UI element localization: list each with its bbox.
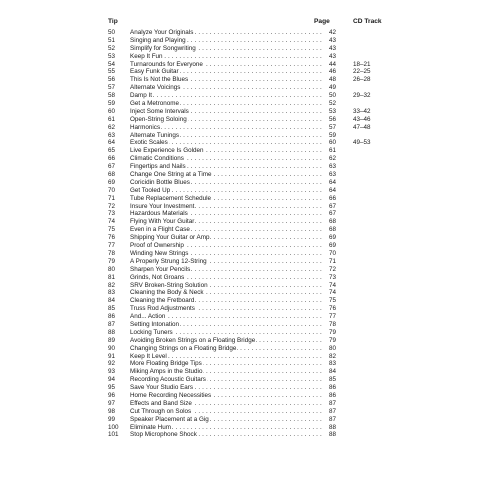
tip-number: 62: [108, 123, 116, 131]
tip-number: 51: [108, 36, 116, 44]
page-number: 59: [328, 131, 336, 139]
tip-number: 61: [108, 115, 116, 123]
tip-title-text: Flying With Your Guitar: [130, 218, 195, 226]
toc-row: [0, 329, 500, 337]
tip-title-text: Coricidin Bottle Blues: [130, 178, 190, 186]
tip-title: [130, 282, 324, 290]
page-number: 87: [328, 415, 336, 423]
tip-title-text: Insure Your Investment: [130, 202, 195, 210]
tip-title-text: Change One String at a Time: [130, 171, 212, 179]
tip-title-text: And... Action: [130, 313, 166, 321]
cd-track: 47–48: [353, 123, 371, 131]
toc-row: [0, 376, 500, 384]
toc-row: [0, 431, 500, 439]
page-number: 86: [328, 384, 336, 392]
tip-number: 99: [108, 415, 116, 423]
toc-row: [0, 345, 500, 353]
page-number: 64: [328, 186, 336, 194]
toc-row: [0, 37, 500, 45]
page-number: 69: [328, 242, 336, 250]
page-number: 87: [328, 399, 336, 407]
tip-title-text: Singing and Playing: [130, 36, 186, 44]
tip-number: 84: [108, 297, 116, 305]
tip-title: [130, 368, 324, 376]
cd-track: 29–32: [353, 92, 371, 100]
tip-number: 90: [108, 344, 116, 352]
toc-row: [0, 108, 500, 116]
toc-row: [0, 274, 500, 282]
toc-row: [0, 250, 500, 258]
toc-row: [0, 171, 500, 179]
toc-row: [0, 384, 500, 392]
tip-title-text: Easy Funk Guitar: [130, 68, 179, 76]
toc-row: [0, 234, 500, 242]
tip-number: 74: [108, 218, 116, 226]
toc-row: [0, 210, 500, 218]
tip-title-text: More Floating Bridge Tips: [130, 360, 202, 368]
cd-track: 18–21: [353, 60, 371, 68]
page-number: 85: [328, 376, 336, 384]
tip-title-text: Eliminate Hum: [130, 423, 171, 431]
toc-row: [0, 68, 500, 76]
page-number: 73: [328, 273, 336, 281]
tip-title-text: Climatic Conditions: [130, 155, 184, 163]
tip-title: [130, 250, 324, 258]
page-number: 83: [328, 360, 336, 368]
tip-title-text: Fingertips and Nails: [130, 163, 186, 171]
page-number: 52: [328, 100, 336, 108]
tip-number: 95: [108, 384, 116, 392]
page-number: 61: [328, 147, 336, 155]
page-number: 66: [328, 194, 336, 202]
page-number: 67: [328, 202, 336, 210]
page-number: 62: [328, 155, 336, 163]
tip-number: 68: [108, 171, 116, 179]
toc-row: [0, 195, 500, 203]
tip-title-text: Truss Rod Adjustments: [130, 305, 195, 313]
tip-number: 66: [108, 155, 116, 163]
tip-number: 82: [108, 281, 116, 289]
tip-title: [130, 187, 324, 195]
page-number: 71: [328, 257, 336, 265]
tip-number: 96: [108, 391, 116, 399]
toc-row: [0, 139, 500, 147]
tip-title-text: Sharpen Your Pencils: [130, 265, 191, 273]
tip-title-text: Harmonics: [130, 123, 161, 131]
page-number: 57: [328, 123, 336, 131]
tip-title-text: Turnarounds for Everyone: [130, 60, 203, 68]
tip-title-text: Damp It: [130, 92, 153, 100]
tip-title-text: Analyze Your Originals: [130, 29, 194, 36]
tip-number: 92: [108, 360, 116, 368]
tip-title-text: Proof of Ownership: [130, 242, 184, 250]
page-number: 82: [328, 352, 336, 360]
tip-title: [130, 305, 324, 313]
tip-title-text: Save Your Studio Ears: [130, 384, 194, 392]
tip-title: [130, 431, 324, 439]
toc-row: [0, 187, 500, 195]
tip-title-text: Simplify for Songwriting: [130, 44, 196, 52]
page-number: 53: [328, 107, 336, 115]
tip-number: 70: [108, 186, 116, 194]
tip-title-text: Winding New Strings: [130, 249, 189, 257]
tip-number: 100: [108, 423, 119, 431]
page-number: 60: [328, 139, 336, 147]
toc-row: [0, 424, 500, 432]
page-number: 86: [328, 391, 336, 399]
tip-number: 77: [108, 242, 116, 250]
toc-row: [0, 408, 500, 416]
toc-row: [0, 147, 500, 155]
tip-title: [130, 360, 324, 368]
toc-row: [0, 155, 500, 163]
toc-row: [0, 76, 500, 84]
tip-title: [130, 139, 324, 147]
tip-number: 72: [108, 202, 116, 210]
tip-title: [130, 424, 324, 432]
page-number: 68: [328, 218, 336, 226]
tip-title: [130, 408, 324, 416]
tip-title: [130, 68, 324, 76]
page-number: 56: [328, 115, 336, 123]
tip-title-text: Cleaning the Fretboard: [130, 297, 195, 305]
toc-row: [0, 29, 500, 37]
tip-title-text: Even in a Flight Case: [130, 226, 190, 234]
tip-title-text: Alternate Tunings: [130, 131, 180, 139]
page-number: 63: [328, 171, 336, 179]
tip-title-text: SRV Broken-String Solution: [130, 281, 208, 289]
tip-number: 55: [108, 68, 116, 76]
toc-row: [0, 400, 500, 408]
toc-row: [0, 297, 500, 305]
tip-title: [130, 100, 324, 108]
tip-title: [130, 297, 324, 305]
page-number: 75: [328, 297, 336, 305]
page-number: 79: [328, 336, 336, 344]
tip-column-header: Tip: [108, 18, 118, 25]
tip-title: [130, 155, 324, 163]
tip-title: [130, 132, 324, 140]
toc-list: [0, 29, 500, 439]
tip-title-text: Tube Replacement Schedule: [130, 194, 211, 202]
tip-title: [130, 45, 324, 53]
page-number: 74: [328, 281, 336, 289]
tip-title: [130, 242, 324, 250]
tip-title-text: Inject Some Intervals: [130, 107, 189, 115]
tip-number: 73: [108, 210, 116, 218]
tip-number: 69: [108, 178, 116, 186]
tip-title: [130, 353, 324, 361]
tip-number: 53: [108, 52, 116, 60]
tip-title: [130, 400, 324, 408]
page-number: 78: [328, 320, 336, 328]
tip-title: [130, 313, 324, 321]
tip-title-text: Recording Acoustic Guitars: [130, 376, 206, 384]
tip-title: [130, 234, 324, 242]
tip-title: [130, 274, 324, 282]
cd-track: 26–28: [353, 76, 371, 84]
toc-row: [0, 368, 500, 376]
tip-title-text: Locking Tuners: [130, 328, 173, 336]
page-number: 76: [328, 305, 336, 313]
tip-title: [130, 384, 324, 392]
page-number: 88: [328, 423, 336, 431]
toc-row: [0, 226, 500, 234]
toc-row: [0, 124, 500, 132]
toc-row: [0, 392, 500, 400]
toc-row: [0, 313, 500, 321]
tip-number: 64: [108, 139, 116, 147]
page-number: 49: [328, 84, 336, 92]
page-number: 50: [328, 92, 336, 100]
tip-title: [130, 53, 324, 61]
page-number: 43: [328, 36, 336, 44]
tip-title: [130, 258, 324, 266]
page-number: 80: [328, 344, 336, 352]
tip-title-text: Keep It Fun: [130, 52, 163, 60]
tip-title-text: Exotic Scales: [130, 139, 168, 147]
page-number: 67: [328, 210, 336, 218]
tip-title-text: Keep It Level: [130, 352, 167, 360]
tip-title: [130, 147, 324, 155]
tip-title-text: Setting Intonation: [130, 320, 180, 328]
tip-number: 91: [108, 352, 116, 360]
tip-number: 56: [108, 76, 116, 84]
tip-title-text: Open-String Soloing: [130, 115, 187, 123]
tip-number: 101: [108, 431, 119, 439]
tip-number: 58: [108, 92, 116, 100]
tip-number: 60: [108, 107, 116, 115]
tip-title-text: Speaker Placement at a Gig: [130, 415, 209, 423]
tip-number: 98: [108, 407, 116, 415]
tip-number: 87: [108, 320, 116, 328]
tip-title: [130, 203, 324, 211]
tip-number: 88: [108, 328, 116, 336]
tip-title-text: A Properly Strung 12-String: [130, 257, 207, 265]
tip-title: [130, 84, 324, 92]
toc-row: [0, 218, 500, 226]
tip-number: 54: [108, 60, 116, 68]
tip-number: 75: [108, 226, 116, 234]
tip-title-text: Cleaning the Body & Neck: [130, 289, 204, 297]
toc-row: [0, 179, 500, 187]
tip-title: [130, 37, 324, 45]
cd-track: 33–42: [353, 107, 371, 115]
tip-title: [130, 61, 324, 69]
tip-title-text: Grinds, Not Groans: [130, 273, 185, 281]
tip-number: 76: [108, 234, 116, 242]
tip-number: 89: [108, 336, 116, 344]
page-number: 72: [328, 265, 336, 273]
tip-title: [130, 376, 324, 384]
page-number: 70: [328, 249, 336, 257]
toc-row: [0, 360, 500, 368]
page-number: 69: [328, 234, 336, 242]
toc-row: [0, 84, 500, 92]
toc-row: [0, 282, 500, 290]
tip-title-text: Get a Metronome: [130, 100, 179, 108]
cd-track-column-header: CD Track: [353, 18, 382, 25]
tip-title-text: Effects and Band Size: [130, 399, 192, 407]
tip-title-text: Get Tooled Up: [130, 186, 171, 194]
page-number: 74: [328, 289, 336, 297]
tip-number: 67: [108, 163, 116, 171]
tip-number: 79: [108, 257, 116, 265]
tip-title: [130, 329, 324, 337]
tip-title: [130, 195, 324, 203]
tip-title-text: Changing Strings on a Floating Bridge: [130, 344, 237, 352]
cd-track: 43–46: [353, 115, 371, 123]
toc-row: [0, 337, 500, 345]
tip-title: [130, 416, 324, 424]
tip-number: 94: [108, 376, 116, 384]
page-number: 48: [328, 76, 336, 84]
tip-title: [130, 171, 324, 179]
tip-number: 65: [108, 147, 116, 155]
page-number: 77: [328, 313, 336, 321]
page-number: 46: [328, 68, 336, 76]
tip-title-text: Live Experience Is Golden: [130, 147, 204, 155]
tip-number: 86: [108, 313, 116, 321]
tip-number: 57: [108, 84, 116, 92]
tip-title-text: Avoiding Broken Strings on a Floating Bridge: [130, 336, 256, 344]
toc-row: [0, 242, 500, 250]
page-number: 63: [328, 163, 336, 171]
tip-title: [130, 289, 324, 297]
page-number: 43: [328, 44, 336, 52]
toc-row: [0, 203, 500, 211]
toc-row: [0, 163, 500, 171]
toc-row: [0, 353, 500, 361]
page-number: 79: [328, 328, 336, 336]
tip-title: [130, 337, 324, 345]
tip-title: [130, 163, 324, 171]
toc-row: [0, 100, 500, 108]
toc-row: [0, 45, 500, 53]
tip-title: [130, 226, 324, 234]
toc-row: [0, 92, 500, 100]
tip-title-text: Alternate Voicings: [130, 84, 181, 92]
tip-title: [130, 76, 324, 84]
tip-title: [130, 179, 324, 187]
tip-title: [130, 108, 324, 116]
page-number: 68: [328, 226, 336, 234]
tip-number: 80: [108, 265, 116, 273]
cd-track: 22–25: [353, 68, 371, 76]
toc-row: [0, 258, 500, 266]
tip-title: [130, 321, 324, 329]
page-number: 64: [328, 178, 336, 186]
tip-title-text: Home Recording Necessities: [130, 391, 212, 399]
toc-row: [0, 289, 500, 297]
page-number: 87: [328, 407, 336, 415]
tip-title: [130, 124, 324, 132]
tip-title: [130, 210, 324, 218]
tip-number: 83: [108, 289, 116, 297]
tip-title-text: Hazardous Materials: [130, 210, 188, 218]
tip-title: [130, 116, 324, 124]
page-number: 88: [328, 431, 336, 439]
tip-number: 81: [108, 273, 116, 281]
tip-number: 85: [108, 305, 116, 313]
toc-row: [0, 61, 500, 69]
page-number: 43: [328, 52, 336, 60]
tip-title-text: Stop Microphone Shock: [130, 431, 197, 439]
toc-row: [0, 53, 500, 61]
tip-title-text: Shipping Your Guitar or Amp: [130, 234, 210, 242]
tip-number: 93: [108, 368, 116, 376]
toc-row: [0, 416, 500, 424]
toc-row: [0, 266, 500, 274]
page-number: 84: [328, 368, 336, 376]
cd-track: 49–53: [353, 139, 371, 147]
tip-title: [130, 218, 324, 226]
tip-number: 71: [108, 194, 116, 202]
tip-title-text: Miking Amps in the Studio: [130, 368, 203, 376]
tip-title-text: Cut Through on Solos: [130, 407, 192, 415]
toc-row: [0, 132, 500, 140]
tip-number: 52: [108, 44, 116, 52]
tip-number: 59: [108, 100, 116, 108]
tip-title: [130, 29, 324, 37]
page-column-header: Page: [314, 18, 330, 25]
toc-row: [0, 116, 500, 124]
page-number: 44: [328, 60, 336, 68]
tip-number: 50: [108, 29, 116, 36]
page-number: 42: [328, 29, 336, 36]
tip-title-text: This Is Not the Blues: [130, 76, 189, 84]
tip-number: 63: [108, 131, 116, 139]
toc-row: [0, 321, 500, 329]
tip-number: 78: [108, 249, 116, 257]
tip-title: [130, 345, 324, 353]
tip-title: [130, 92, 324, 100]
tip-title: [130, 392, 324, 400]
tip-title: [130, 266, 324, 274]
tip-number: 97: [108, 399, 116, 407]
toc-row: [0, 305, 500, 313]
